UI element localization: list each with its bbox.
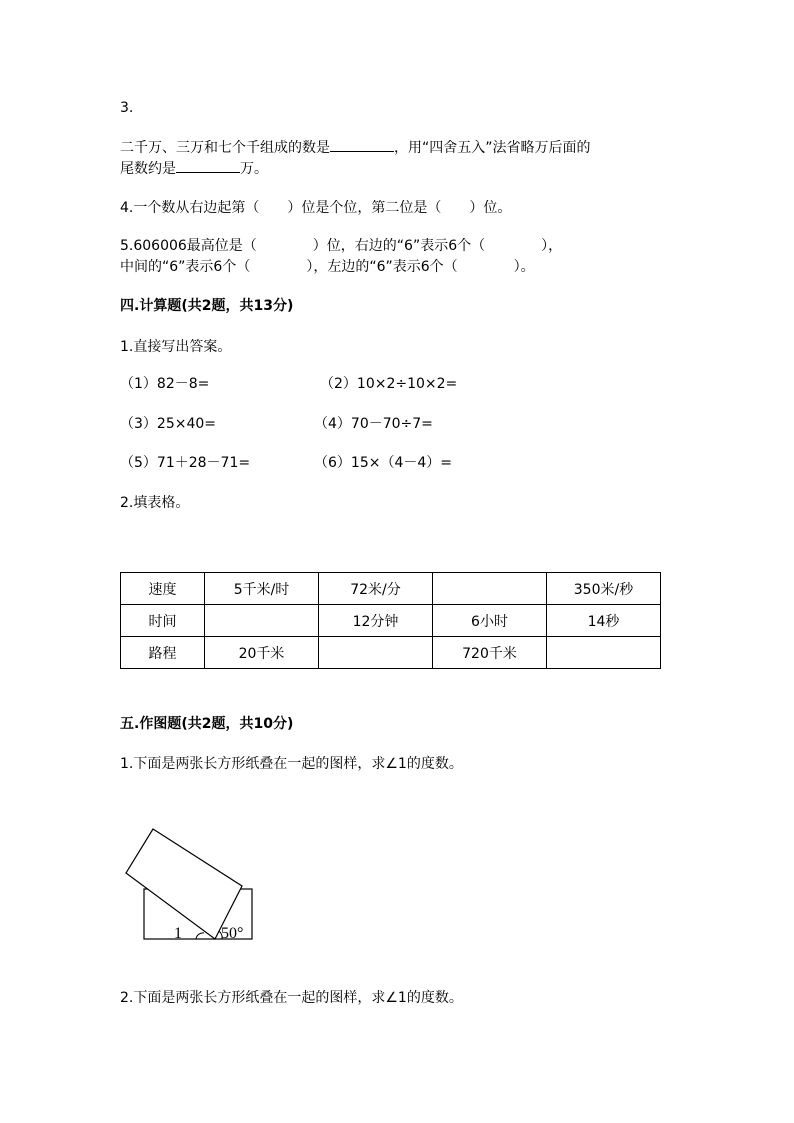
question-4: 4.一个数从右边起第（ ）位是个位，第二位是（ ）位。 (120, 200, 512, 216)
answer-blank[interactable] (176, 158, 240, 173)
table-cell-blank[interactable] (205, 605, 319, 637)
question-3-text-c: 尾数约是 (120, 161, 176, 177)
question-3-text-b: ，用“四舍五入”法省略万后面的 (394, 140, 591, 156)
tilted-rectangle (126, 829, 242, 939)
answer-blank[interactable] (330, 137, 394, 152)
section-4-title: 四.计算题(共2题，共13分) (120, 298, 294, 314)
question-5-line-1: 5.606006最高位是（ ）位，右边的“6”表示6个（ ）， (120, 238, 563, 254)
table-cell-blank[interactable] (433, 573, 547, 605)
table-cell: 路程 (121, 637, 205, 669)
table-cell: 6小时 (433, 605, 547, 637)
table-cell: 350米/秒 (547, 573, 661, 605)
section-5-title: 五.作图题(共2题，共10分) (120, 716, 294, 732)
drawing-question-1-title: 1.下面是两张长方形纸叠在一起的图样，求∠1的度数。 (120, 756, 463, 772)
table-cell: 5千米/时 (205, 573, 319, 605)
question-3-line-2 (120, 158, 268, 179)
speed-time-distance-table (120, 572, 661, 669)
question-5-line-2: 中间的“6”表示6个（ ），左边的“6”表示6个（ ）。 (120, 259, 535, 275)
question-3-number: 3. (120, 100, 134, 116)
calc-item-4: （4）70－70÷7= (314, 416, 433, 432)
table-cell-blank[interactable] (319, 637, 433, 669)
calc-question-2-title: 2.填表格。 (120, 495, 190, 511)
calc-item-6: （6）15×（4－4）= (314, 455, 452, 471)
table-cell: 20千米 (205, 637, 319, 669)
calc-item-5: （5）71＋28－71= (120, 455, 251, 471)
question-3-line-1 (120, 137, 591, 158)
given-angle-label: 50° (221, 925, 244, 942)
drawing-question-2-title: 2.下面是两张长方形纸叠在一起的图样，求∠1的度数。 (120, 990, 463, 1006)
table-row-speed (121, 573, 661, 605)
question-3-text-d: 万。 (240, 161, 268, 177)
table-cell: 14秒 (547, 605, 661, 637)
overlapping-rectangles-figure (118, 822, 258, 946)
table-cell: 速度 (121, 573, 205, 605)
angle-1-label: 1 (174, 925, 182, 942)
table-cell: 时间 (121, 605, 205, 637)
table-cell-blank[interactable] (547, 637, 661, 669)
table-row-distance (121, 637, 661, 669)
calc-item-3: （3）25×40= (120, 416, 216, 432)
table-cell: 12分钟 (319, 605, 433, 637)
calc-question-1-title: 1.直接写出答案。 (120, 339, 232, 355)
angle-1-arc (196, 933, 204, 939)
table-cell: 72米/分 (319, 573, 433, 605)
table-row-time (121, 605, 661, 637)
calc-item-2: （2）10×2÷10×2= (320, 376, 458, 392)
table-cell: 720千米 (433, 637, 547, 669)
question-3-text-a: 二千万、三万和七个千组成的数是 (120, 140, 330, 156)
calc-item-1: （1）82－8= (120, 376, 210, 392)
